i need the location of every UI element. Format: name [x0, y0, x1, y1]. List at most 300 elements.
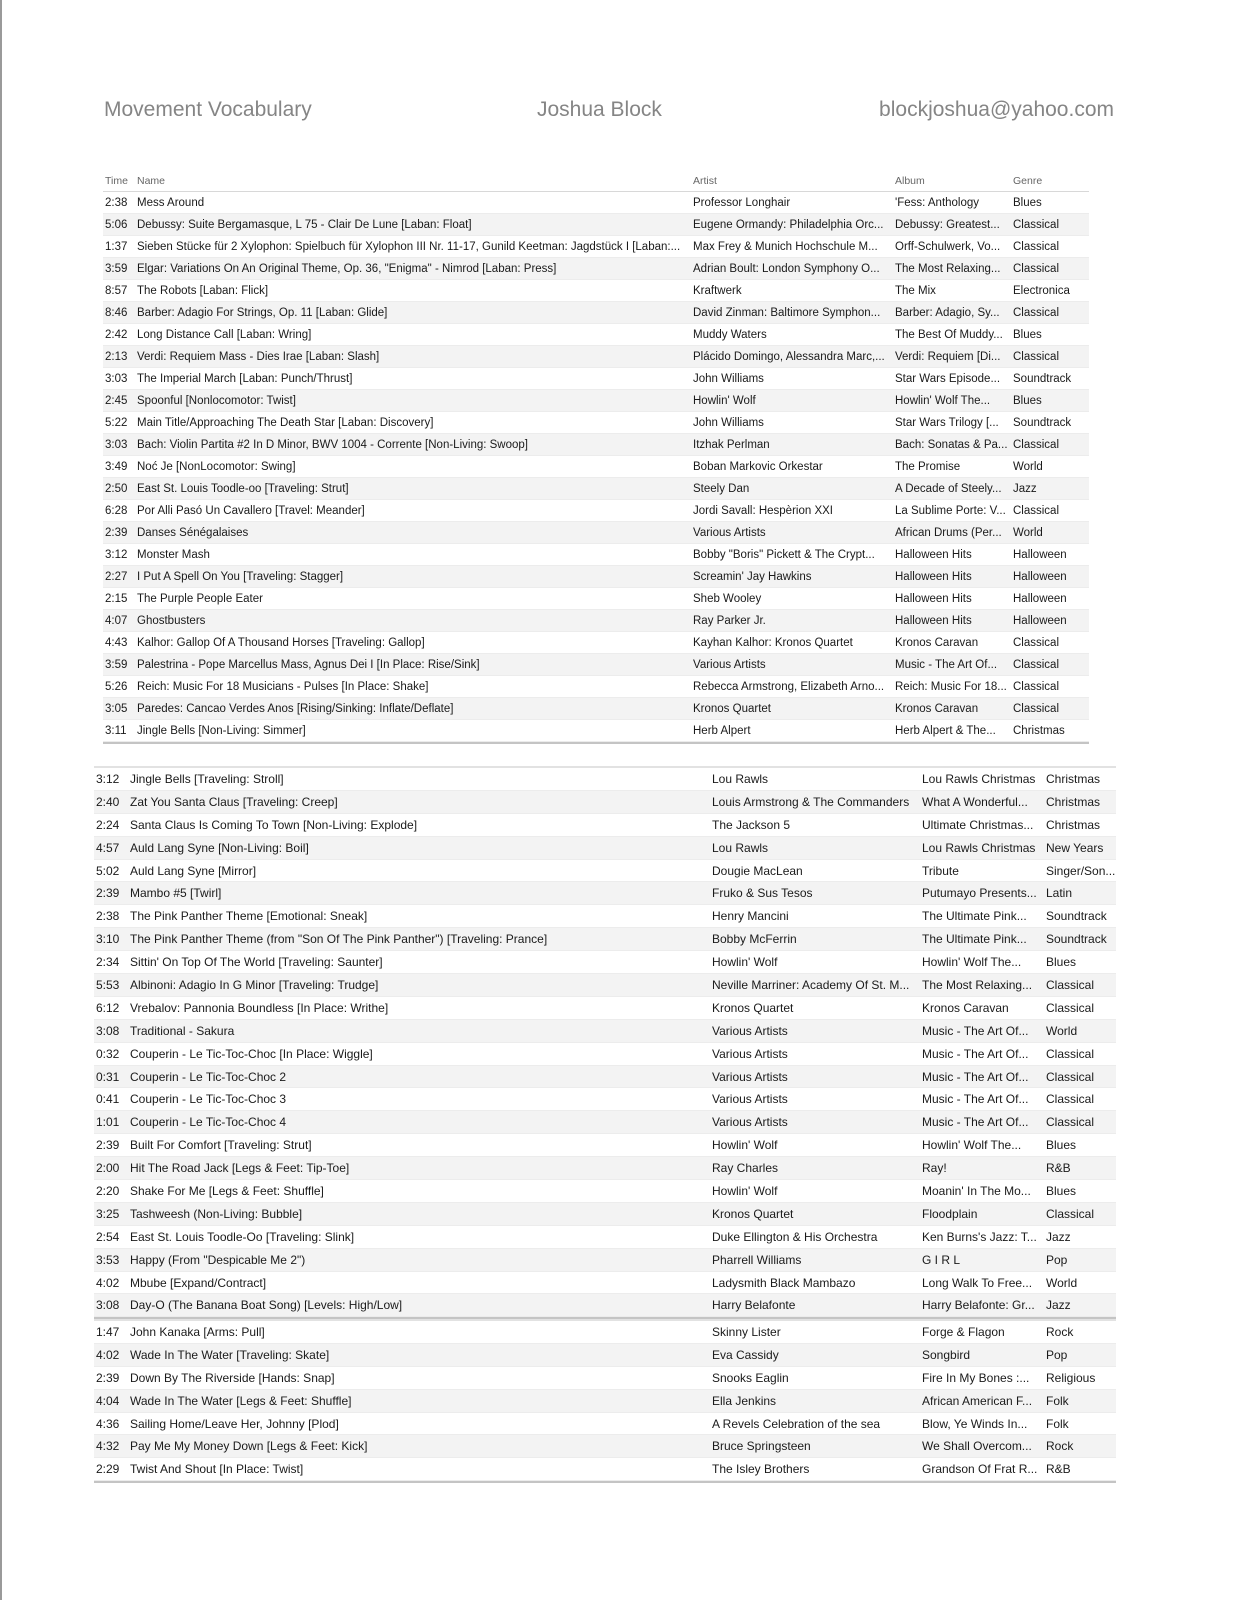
track-row[interactable] [94, 1066, 1116, 1089]
track-album: Long Walk To Free... [922, 1275, 1033, 1290]
track-album: Reich: Music For 18... [895, 680, 1007, 693]
track-name: The Purple People Eater [137, 592, 263, 605]
track-genre: Rock [1046, 1439, 1074, 1454]
track-time: 2:39 [96, 886, 120, 901]
track-row[interactable] [103, 302, 1089, 324]
track-name: Mess Around [137, 196, 205, 209]
track-album: African American F... [922, 1393, 1033, 1408]
track-genre: New Years [1046, 840, 1104, 855]
track-row[interactable] [94, 1020, 1116, 1043]
track-artist: Various Artists [712, 1069, 788, 1084]
track-album: G I R L [922, 1252, 961, 1267]
track-time: 1:47 [96, 1324, 120, 1339]
track-artist: Professor Longhair [693, 196, 791, 209]
track-artist: Duke Ellington & His Orchestra [712, 1229, 878, 1244]
track-genre: Classical [1013, 262, 1060, 275]
track-row[interactable] [103, 368, 1089, 390]
track-time: 2:38 [96, 909, 120, 924]
track-album: Barber: Adagio, Sy... [895, 306, 1000, 319]
track-name: Main Title/Approaching The Death Star [Laban: Discovery] [137, 416, 434, 429]
track-genre: Classical [1013, 658, 1060, 671]
track-time: 4:02 [96, 1347, 120, 1362]
track-album: Bach: Sonatas & Pa... [895, 438, 1008, 451]
track-album: Harry Belafonte: Gr... [922, 1298, 1035, 1313]
track-row[interactable] [94, 1226, 1116, 1249]
track-genre: Soundtrack [1013, 416, 1072, 429]
track-artist: Howlin' Wolf [693, 394, 756, 407]
track-row[interactable] [94, 814, 1116, 837]
column-header-name[interactable]: Name [137, 175, 166, 187]
track-row[interactable] [94, 905, 1116, 928]
track-name: The Pink Panther Theme (from "Son Of The Pink Panther") [Traveling: Prance] [130, 932, 548, 947]
track-album: Howlin' Wolf The... [922, 955, 1022, 970]
track-name: Palestrina - Pope Marcellus Mass, Agnus Dei I [In Place: Rise/Sink] [137, 658, 480, 671]
track-row[interactable] [103, 192, 1089, 214]
track-artist: John Williams [693, 416, 764, 429]
track-name: Day-O (The Banana Boat Song) [Levels: High/Low] [130, 1298, 403, 1313]
track-artist: Lou Rawls [712, 840, 769, 855]
track-time: 2:54 [96, 1229, 120, 1244]
track-row[interactable] [94, 1111, 1116, 1134]
track-artist: Max Frey & Munich Hochschule M... [693, 240, 878, 253]
track-time: 3:03 [105, 372, 128, 385]
track-row[interactable] [94, 1458, 1116, 1481]
track-time: 3:05 [105, 702, 128, 715]
track-album: African Drums (Per... [895, 526, 1002, 539]
track-artist: Various Artists [712, 1023, 788, 1038]
track-artist: Henry Mancini [712, 909, 789, 924]
track-genre: Halloween [1013, 592, 1067, 605]
track-album: Tribute [922, 863, 959, 878]
track-row[interactable] [103, 544, 1089, 566]
track-row[interactable] [94, 1321, 1116, 1344]
track-name: Traditional - Sakura [130, 1023, 235, 1038]
track-time: 0:41 [96, 1092, 120, 1107]
track-genre: Classical [1013, 702, 1060, 715]
track-name: Mambo #5 [Twirl] [130, 886, 222, 901]
track-name: Couperin - Le Tic-Toc-Choc 3 [130, 1092, 287, 1107]
track-row[interactable] [103, 698, 1089, 720]
track-artist: John Williams [693, 372, 764, 385]
track-album: Halloween Hits [895, 548, 972, 561]
track-genre: Pop [1046, 1347, 1068, 1362]
track-artist: Various Artists [712, 1092, 788, 1107]
track-genre: Blues [1013, 196, 1042, 209]
track-time: 2:39 [105, 526, 128, 539]
track-album: Kronos Caravan [895, 636, 979, 649]
track-name: Santa Claus Is Coming To Town [Non-Living: Explode] [130, 817, 418, 832]
track-row[interactable] [103, 654, 1089, 676]
track-album: Moanin' In The Mo... [922, 1183, 1031, 1198]
track-row[interactable] [103, 522, 1089, 544]
track-name: Reich: Music For 18 Musicians - Pulses [In Place: Shake] [137, 680, 429, 693]
document-title: Movement Vocabulary [104, 98, 312, 121]
track-genre: Pop [1046, 1252, 1068, 1267]
track-artist: Kronos Quartet [712, 1000, 794, 1015]
track-genre: Classical [1013, 504, 1060, 517]
track-row[interactable] [94, 1180, 1116, 1203]
track-time: 2:15 [105, 592, 128, 605]
track-row[interactable] [94, 860, 1116, 883]
track-artist: Skinny Lister [712, 1324, 781, 1339]
track-time: 3:53 [96, 1252, 120, 1267]
track-artist: The Jackson 5 [712, 817, 791, 832]
track-name: Verdi: Requiem Mass - Dies Irae [Laban: Slash] [137, 350, 380, 363]
track-album: Ken Burns's Jazz: T... [922, 1229, 1037, 1244]
track-genre: Classical [1013, 350, 1060, 363]
track-artist: Kronos Quartet [693, 702, 771, 715]
track-time: 0:31 [96, 1069, 120, 1084]
track-artist: Kraftwerk [693, 284, 742, 297]
track-row[interactable] [94, 1367, 1116, 1390]
track-genre: Soundtrack [1046, 909, 1107, 924]
author-name: Joshua Block [537, 98, 662, 121]
track-genre: Blues [1013, 394, 1042, 407]
track-name: East St. Louis Toodle-oo [Traveling: Strut] [137, 482, 349, 495]
track-time: 6:12 [96, 1000, 120, 1015]
track-album: Orff-Schulwerk, Vo... [895, 240, 1001, 253]
track-name: Tashweesh (Non-Living: Bubble] [130, 1206, 303, 1221]
track-name: I Put A Spell On You [Traveling: Stagger] [137, 570, 344, 583]
track-row[interactable] [103, 346, 1089, 368]
track-genre: Classical [1013, 218, 1060, 231]
track-genre: Classical [1046, 1069, 1095, 1084]
track-row[interactable] [94, 1088, 1116, 1111]
track-name: Debussy: Suite Bergamasque, L 75 - Clair De Lune [Laban: Float] [137, 218, 472, 231]
track-album: We Shall Overcom... [922, 1439, 1032, 1454]
track-row[interactable] [94, 1344, 1116, 1367]
track-artist: Plácido Domingo, Alessandra Marc,... [693, 350, 885, 363]
track-row[interactable] [103, 610, 1089, 632]
track-name: The Robots [Laban: Flick] [137, 284, 269, 297]
track-artist: Muddy Waters [693, 328, 767, 341]
track-row[interactable] [103, 280, 1089, 302]
track-artist: Howlin' Wolf [712, 1138, 778, 1153]
track-name: Danses Sénégalaises [137, 526, 249, 539]
column-header-album[interactable]: Album [895, 175, 925, 187]
track-name: Monster Mash [137, 548, 210, 561]
track-row[interactable] [94, 951, 1116, 974]
track-album: The Mix [895, 284, 936, 297]
column-header-genre[interactable]: Genre [1013, 175, 1043, 187]
track-row[interactable] [94, 768, 1116, 791]
track-name: Down By The Riverside [Hands: Snap] [130, 1370, 335, 1385]
track-time: 2:20 [96, 1183, 120, 1198]
track-name: Couperin - Le Tic-Toc-Choc 2 [130, 1069, 287, 1084]
track-time: 5:26 [105, 680, 128, 693]
track-name: Jingle Bells [Non-Living: Simmer] [137, 724, 306, 737]
track-artist: Eva Cassidy [712, 1347, 779, 1362]
track-genre: Halloween [1013, 570, 1067, 583]
column-header-artist[interactable]: Artist [693, 175, 717, 187]
track-genre: Christmas [1046, 794, 1101, 809]
track-genre: Classical [1046, 977, 1095, 992]
track-name: Albinoni: Adagio In G Minor [Traveling: Trudge] [130, 977, 379, 992]
track-row[interactable] [94, 1157, 1116, 1180]
track-time: 2:42 [105, 328, 128, 341]
track-name: Built For Comfort [Traveling: Strut] [130, 1138, 312, 1153]
track-row[interactable] [103, 412, 1089, 434]
track-album: The Ultimate Pink... [922, 909, 1027, 924]
track-time: 3:12 [96, 771, 120, 786]
track-time: 2:38 [105, 196, 128, 209]
track-album: Kronos Caravan [895, 702, 979, 715]
track-album: Kronos Caravan [922, 1000, 1009, 1015]
track-artist: Various Artists [693, 526, 766, 539]
track-artist: Boban Markovic Orkestar [693, 460, 823, 473]
column-header-row [103, 171, 1089, 192]
track-row[interactable] [103, 456, 1089, 478]
track-album: Verdi: Requiem [Di... [895, 350, 1001, 363]
track-row[interactable] [103, 434, 1089, 456]
track-name: Couperin - Le Tic-Toc-Choc [In Place: Wiggle] [130, 1046, 373, 1061]
track-name: Ghostbusters [137, 614, 206, 627]
track-name: Sailing Home/Leave Her, Johnny [Plod] [130, 1416, 339, 1431]
track-time: 2:39 [96, 1370, 120, 1385]
track-album: Forge & Flagon [922, 1324, 1005, 1339]
table-bottom-rule [103, 742, 1089, 744]
track-album: Howlin' Wolf The... [895, 394, 991, 407]
track-genre: Blues [1046, 1138, 1077, 1153]
track-time: 6:28 [105, 504, 128, 517]
track-row[interactable] [94, 1043, 1116, 1066]
playlist-table-3 [94, 1319, 1116, 1483]
track-genre: Folk [1046, 1393, 1069, 1408]
track-row[interactable] [103, 566, 1089, 588]
track-row[interactable] [103, 390, 1089, 412]
track-artist: Fruko & Sus Tesos [712, 886, 813, 901]
track-artist: Various Artists [712, 1115, 788, 1130]
track-artist: Lou Rawls [712, 771, 769, 786]
track-album: La Sublime Porte: V... [895, 504, 1006, 517]
track-name: Barber: Adagio For Strings, Op. 11 [Laban: Glide] [137, 306, 388, 319]
track-genre: Classical [1013, 680, 1060, 693]
track-album: Floodplain [922, 1206, 978, 1221]
track-time: 8:46 [105, 306, 128, 319]
track-row[interactable] [94, 1413, 1116, 1436]
column-header-time[interactable]: Time [105, 175, 128, 187]
track-album: Music - The Art Of... [895, 658, 998, 671]
track-artist: Sheb Wooley [693, 592, 762, 605]
track-time: 2:34 [96, 955, 120, 970]
track-time: 2:45 [105, 394, 128, 407]
track-artist: The Isley Brothers [712, 1462, 810, 1477]
track-row[interactable] [94, 1390, 1116, 1413]
track-genre: Christmas [1013, 724, 1065, 737]
track-row[interactable] [103, 500, 1089, 522]
track-album: The Ultimate Pink... [922, 932, 1027, 947]
track-row[interactable] [94, 1249, 1116, 1272]
track-album: Howlin' Wolf The... [922, 1138, 1022, 1153]
track-name: Wade In The Water [Traveling: Skate] [130, 1347, 330, 1362]
track-artist: Rebecca Armstrong, Elizabeth Arno... [693, 680, 885, 693]
track-album: Songbird [922, 1347, 971, 1362]
track-genre: Christmas [1046, 771, 1101, 786]
track-album: 'Fess: Anthology [895, 196, 980, 209]
track-artist: Louis Armstrong & The Commanders [712, 794, 910, 809]
track-row[interactable] [103, 236, 1089, 258]
track-row[interactable] [103, 720, 1089, 742]
playlist-table-1 [103, 171, 1089, 744]
track-row[interactable] [94, 928, 1116, 951]
track-time: 2:24 [96, 817, 120, 832]
track-time: 3:59 [105, 262, 128, 275]
track-album: Music - The Art Of... [922, 1092, 1029, 1107]
track-name: Bach: Violin Partita #2 In D Minor, BWV 1004 - Corrente [Non-Living: Swoop] [137, 438, 528, 451]
page-header [104, 98, 1114, 128]
track-artist: Ella Jenkins [712, 1393, 777, 1408]
track-genre: Classical [1046, 1046, 1095, 1061]
track-name: Spoonful [Nonlocomotor: Twist] [137, 394, 296, 407]
track-name: Pay Me My Money Down [Legs & Feet: Kick] [130, 1439, 368, 1454]
track-row[interactable] [103, 676, 1089, 698]
track-album: The Promise [895, 460, 961, 473]
track-row[interactable] [94, 974, 1116, 997]
track-time: 5:22 [105, 416, 128, 429]
track-time: 2:13 [105, 350, 128, 363]
track-name: East St. Louis Toodle-Oo [Traveling: Slink] [130, 1229, 355, 1244]
track-genre: Rock [1046, 1324, 1074, 1339]
track-album: What A Wonderful... [922, 794, 1028, 809]
track-genre: Jazz [1013, 482, 1037, 495]
track-album: Star Wars Episode... [895, 372, 1001, 385]
track-row[interactable] [103, 324, 1089, 346]
track-artist: Bobby McFerrin [712, 932, 797, 947]
track-time: 3:11 [103, 725, 135, 737]
track-genre: Classical [1046, 1206, 1095, 1221]
track-artist: David Zinman: Baltimore Symphon... [693, 306, 881, 319]
track-genre: Classical [1013, 636, 1060, 649]
track-album: Music - The Art Of... [922, 1046, 1029, 1061]
track-row[interactable] [94, 882, 1116, 905]
track-artist: Steely Dan [693, 482, 750, 495]
track-name: The Pink Panther Theme [Emotional: Sneak] [130, 909, 368, 924]
track-name: Sittin' On Top Of The World [Traveling: Saunter] [130, 955, 383, 970]
track-genre: World [1046, 1023, 1078, 1038]
track-time: 5:02 [96, 863, 120, 878]
track-row[interactable] [94, 791, 1116, 814]
track-genre: Halloween [1013, 548, 1067, 561]
author-email: blockjoshua@yahoo.com [879, 98, 1114, 121]
track-row[interactable] [94, 1272, 1116, 1295]
track-row[interactable] [103, 632, 1089, 654]
track-album: Ultimate Christmas... [922, 817, 1034, 832]
track-genre: R&B [1046, 1161, 1071, 1176]
track-time: 3:25 [96, 1206, 120, 1221]
track-row[interactable] [94, 1203, 1116, 1226]
track-time: 2:29 [96, 1462, 120, 1477]
track-name: Jingle Bells [Traveling: Stroll] [130, 771, 284, 786]
track-row[interactable] [103, 258, 1089, 280]
track-time: 3:59 [105, 658, 128, 671]
track-genre: Classical [1013, 240, 1060, 253]
track-row[interactable] [103, 478, 1089, 500]
track-time: 2:50 [105, 482, 128, 495]
track-artist: Screamin' Jay Hawkins [693, 570, 812, 583]
track-row[interactable] [94, 837, 1116, 860]
track-genre: World [1046, 1275, 1078, 1290]
track-row[interactable] [103, 214, 1089, 236]
track-name: Shake For Me [Legs & Feet: Shuffle] [130, 1183, 324, 1198]
track-album: Fire In My Bones :... [922, 1370, 1030, 1385]
track-row[interactable] [94, 1435, 1116, 1458]
track-genre: Electronica [1013, 284, 1070, 297]
track-artist: Ray Charles [712, 1161, 779, 1176]
track-artist: Ray Parker Jr. [693, 614, 766, 627]
track-genre: World [1013, 526, 1043, 539]
track-album: Halloween Hits [895, 592, 972, 605]
track-genre: Christmas [1046, 817, 1101, 832]
track-time: 5:06 [105, 218, 128, 231]
track-row[interactable] [94, 1294, 1116, 1317]
track-artist: Jordi Savall: Hespèrion XXI [693, 504, 833, 517]
track-album: Lou Rawls Christmas [922, 840, 1036, 855]
track-name: Couperin - Le Tic-Toc-Choc 4 [130, 1115, 287, 1130]
track-genre: Blues [1013, 328, 1042, 341]
track-name: Auld Lang Syne [Non-Living: Boil] [130, 840, 309, 855]
track-genre: Singer/Son... [1046, 863, 1116, 878]
page-left-edge [0, 0, 2, 1600]
track-name: The Imperial March [Laban: Punch/Thrust] [137, 372, 353, 385]
track-artist: Howlin' Wolf [712, 1183, 778, 1198]
track-genre: R&B [1046, 1462, 1071, 1477]
track-time: 4:57 [96, 840, 120, 855]
track-artist: Neville Marriner: Academy Of St. M... [712, 977, 910, 992]
track-name: Long Distance Call [Laban: Wring] [137, 328, 312, 341]
track-artist: Pharrell Williams [712, 1252, 802, 1267]
track-album: Lou Rawls Christmas [922, 771, 1036, 786]
track-genre: Classical [1046, 1000, 1095, 1015]
track-time: 5:53 [96, 977, 120, 992]
track-row[interactable] [94, 1134, 1116, 1157]
track-artist: Bobby "Boris" Pickett & The Crypt... [693, 548, 875, 561]
track-time: 4:02 [96, 1275, 120, 1290]
track-time: 2:00 [96, 1161, 120, 1176]
track-album: Music - The Art Of... [922, 1069, 1029, 1084]
track-time: 3:08 [96, 1023, 120, 1038]
track-album: The Most Relaxing... [922, 977, 1033, 992]
track-artist: Adrian Boult: London Symphony O... [693, 262, 880, 275]
track-artist: Eugene Ormandy: Philadelphia Orc... [693, 218, 884, 231]
track-time: 8:57 [105, 284, 128, 297]
track-name: Twist And Shout [In Place: Twist] [130, 1462, 304, 1477]
track-artist: Dougie MacLean [712, 863, 803, 878]
track-album: Blow, Ye Winds In... [922, 1416, 1028, 1431]
track-genre: Classical [1046, 1115, 1095, 1130]
track-time: 4:04 [96, 1393, 120, 1408]
track-time: 4:07 [105, 614, 128, 627]
track-row[interactable] [94, 997, 1116, 1020]
track-name: Zat You Santa Claus [Traveling: Creep] [130, 794, 338, 809]
track-time: 2:27 [105, 570, 128, 583]
track-genre: Classical [1046, 1092, 1095, 1107]
playlist-table-2 [94, 766, 1116, 1319]
track-artist: Various Artists [712, 1046, 788, 1061]
track-artist: Kronos Quartet [712, 1206, 794, 1221]
track-album: Halloween Hits [895, 614, 972, 627]
track-album: A Decade of Steely... [895, 482, 1002, 495]
track-artist: Ladysmith Black Mambazo [712, 1275, 856, 1290]
track-time: 1:01 [96, 1115, 120, 1130]
track-genre: World [1013, 460, 1043, 473]
track-artist: Itzhak Perlman [693, 438, 770, 451]
track-time: 2:40 [96, 794, 120, 809]
track-row[interactable] [103, 588, 1089, 610]
track-genre: Jazz [1046, 1229, 1071, 1244]
track-genre: Halloween [1013, 614, 1067, 627]
track-time: 4:32 [96, 1439, 120, 1454]
track-album: The Best Of Muddy... [895, 328, 1003, 341]
